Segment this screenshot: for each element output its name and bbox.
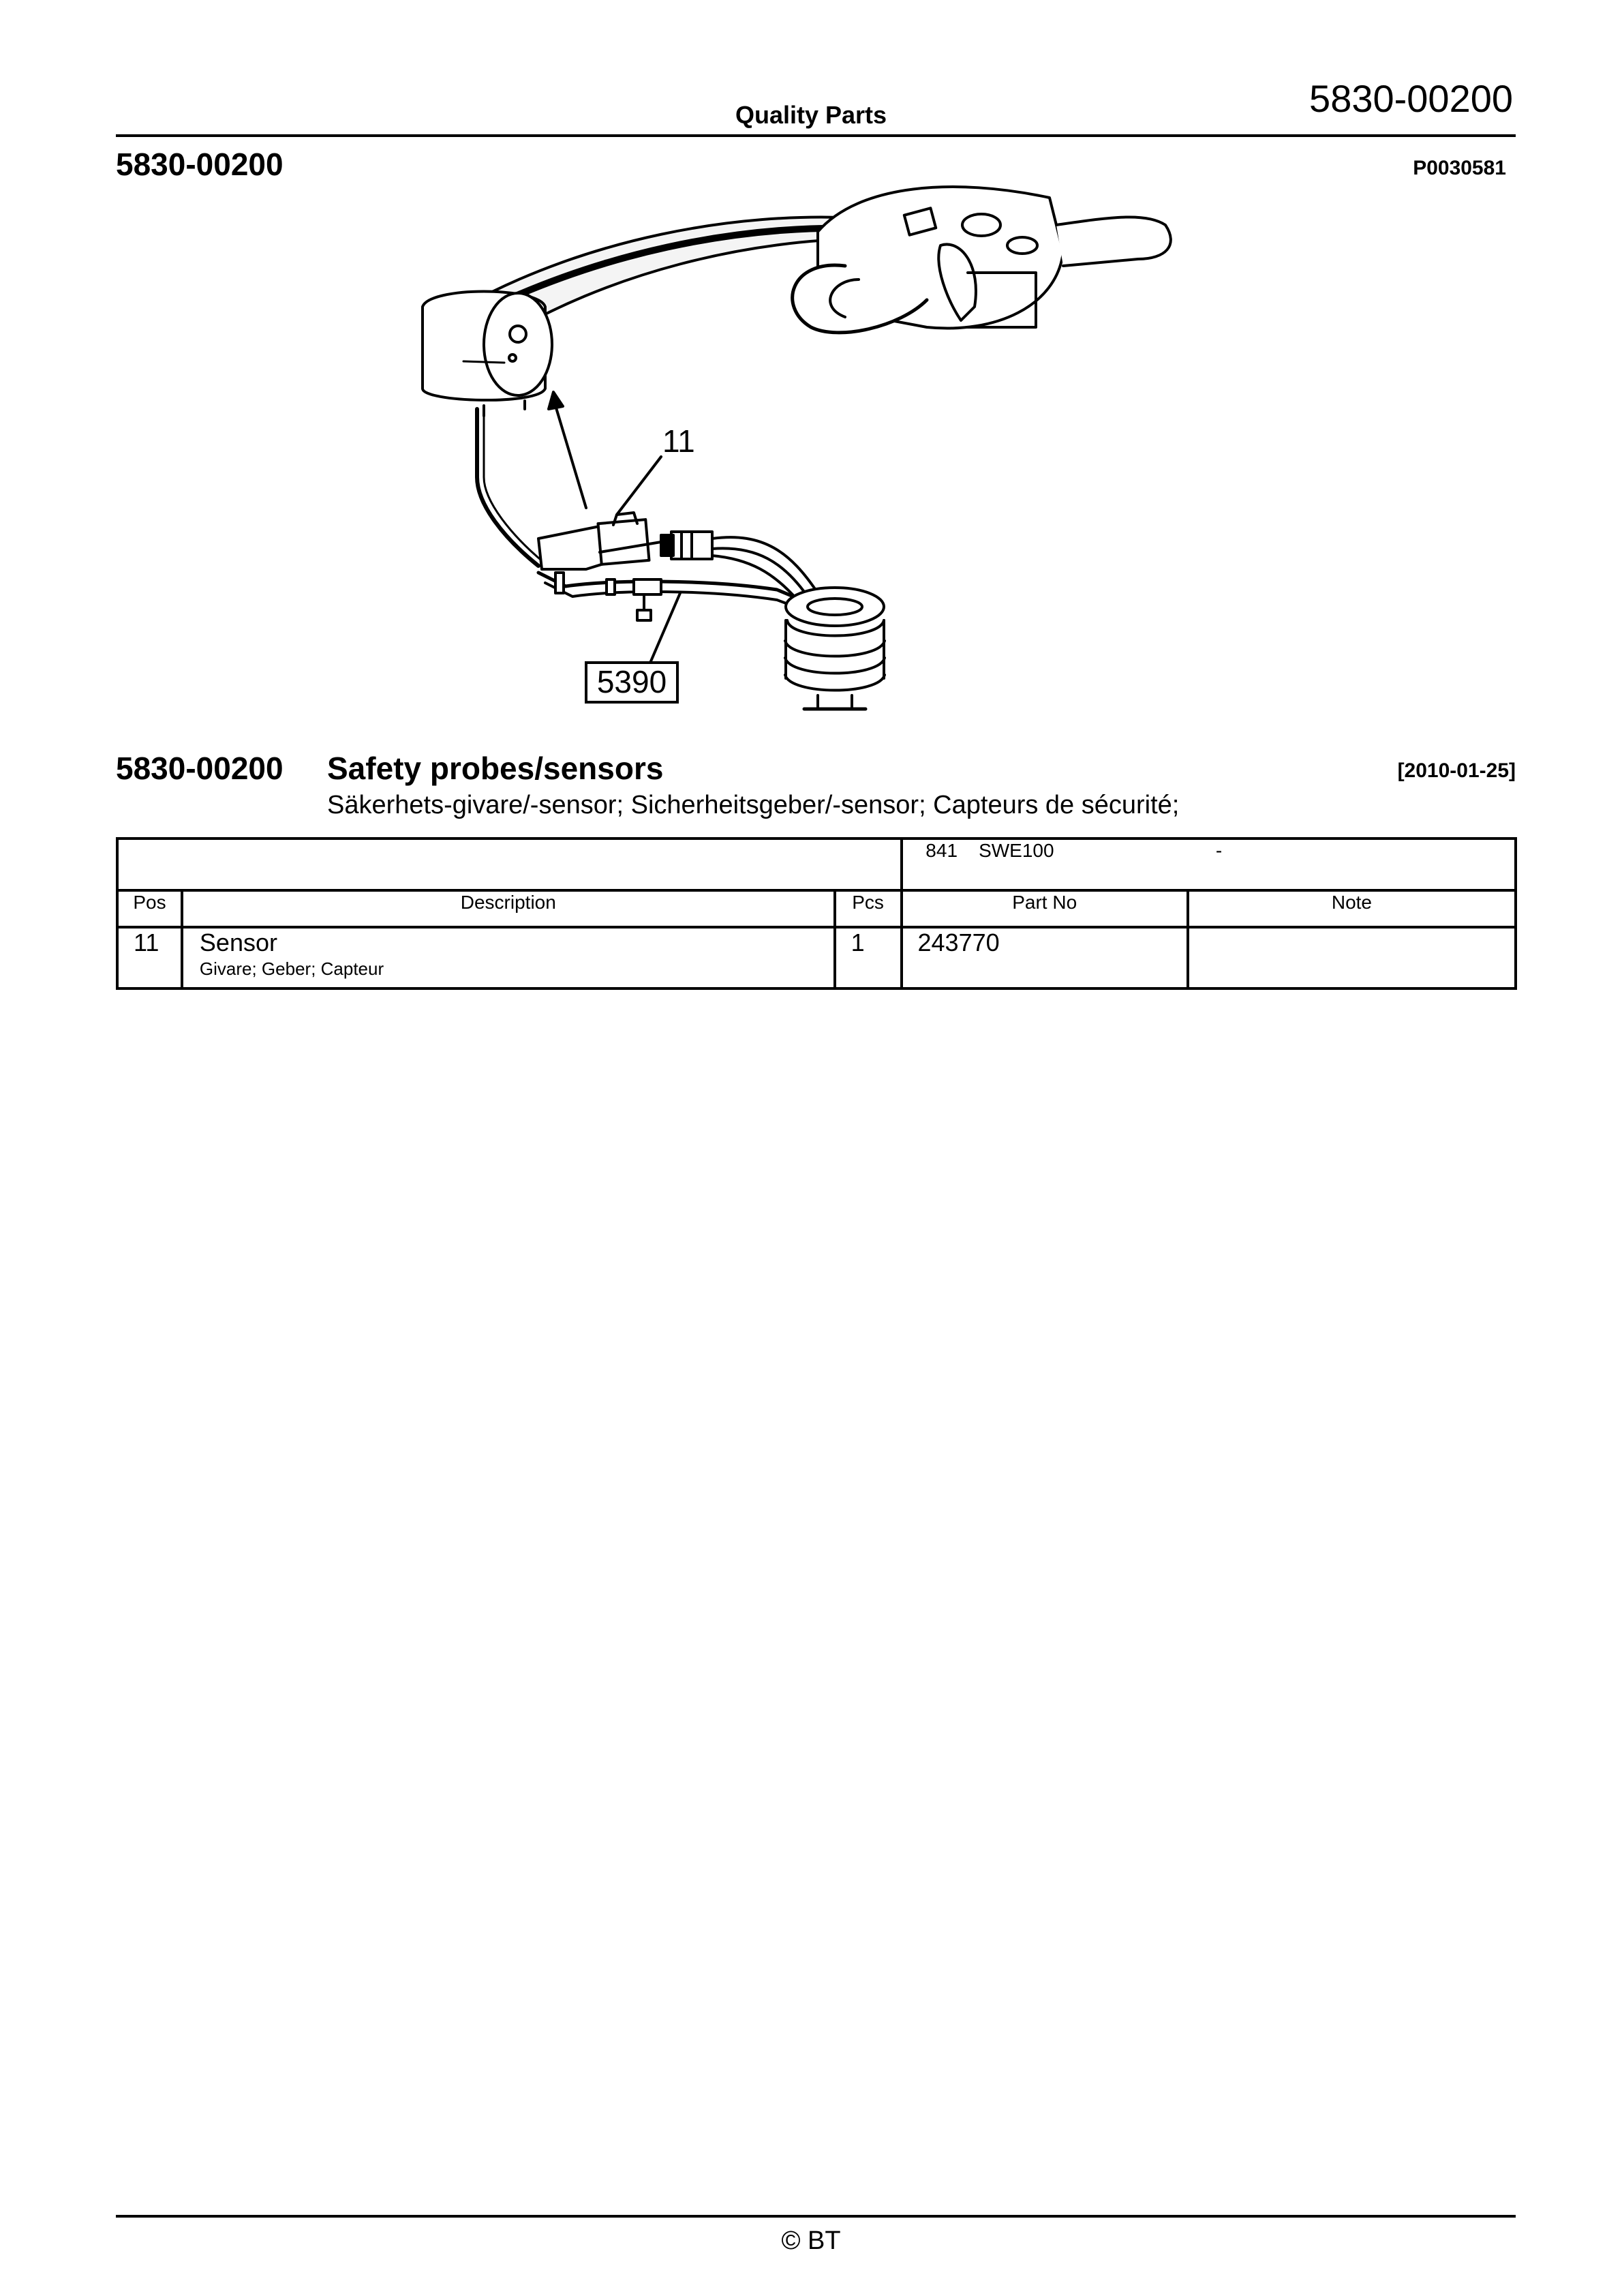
page-part-number: 5830-00200 xyxy=(116,147,284,182)
row-description-cell xyxy=(182,927,835,988)
col-header-part-no: Part No xyxy=(902,890,1188,927)
row-description-sub: Givare; Geber; Capteur xyxy=(199,958,384,979)
table-row xyxy=(117,927,1516,988)
header-doc-number: 5830-00200 xyxy=(1309,77,1513,120)
callout-5390: 5390 xyxy=(596,664,667,699)
header-divider xyxy=(116,134,1516,137)
col-header-pcs: Pcs xyxy=(835,890,902,927)
header-title: Quality Parts xyxy=(735,101,887,129)
section-number: 5830-00200 xyxy=(116,751,284,786)
row-part-no: 243770 xyxy=(902,927,1188,988)
callout-11: 11 xyxy=(662,423,695,459)
col-header-description: Description xyxy=(182,890,835,927)
col-header-pos: Pos xyxy=(117,890,182,927)
row-note xyxy=(1188,927,1516,988)
section-title: Safety probes/sensors xyxy=(327,751,664,786)
section-subtitle: Säkerhets-givare/-sensor; Sicherheitsgeber/-sensor; Capteurs de sécurité; xyxy=(327,791,1180,819)
section-date: [2010-01-25] xyxy=(1397,759,1516,782)
model-row-blank xyxy=(117,839,902,890)
model-cell xyxy=(902,839,1516,890)
row-description: Sensor xyxy=(199,928,277,956)
model-row xyxy=(117,839,1516,890)
footer-divider xyxy=(116,2215,1516,2218)
model-code: 841 xyxy=(925,840,958,861)
model-name: SWE100 xyxy=(979,840,1054,861)
drawing-number: P0030581 xyxy=(1413,157,1506,179)
table-header-row xyxy=(117,890,1516,927)
row-pcs: 1 xyxy=(835,927,902,988)
parts-table xyxy=(116,837,1517,990)
footer-copyright: © BT xyxy=(781,2226,841,2255)
model-variant: - xyxy=(1215,840,1223,861)
col-header-note: Note xyxy=(1188,890,1516,927)
row-pos: 11 xyxy=(117,927,182,988)
exploded-view-illustration xyxy=(382,170,1227,729)
section-title-row xyxy=(116,750,1516,791)
